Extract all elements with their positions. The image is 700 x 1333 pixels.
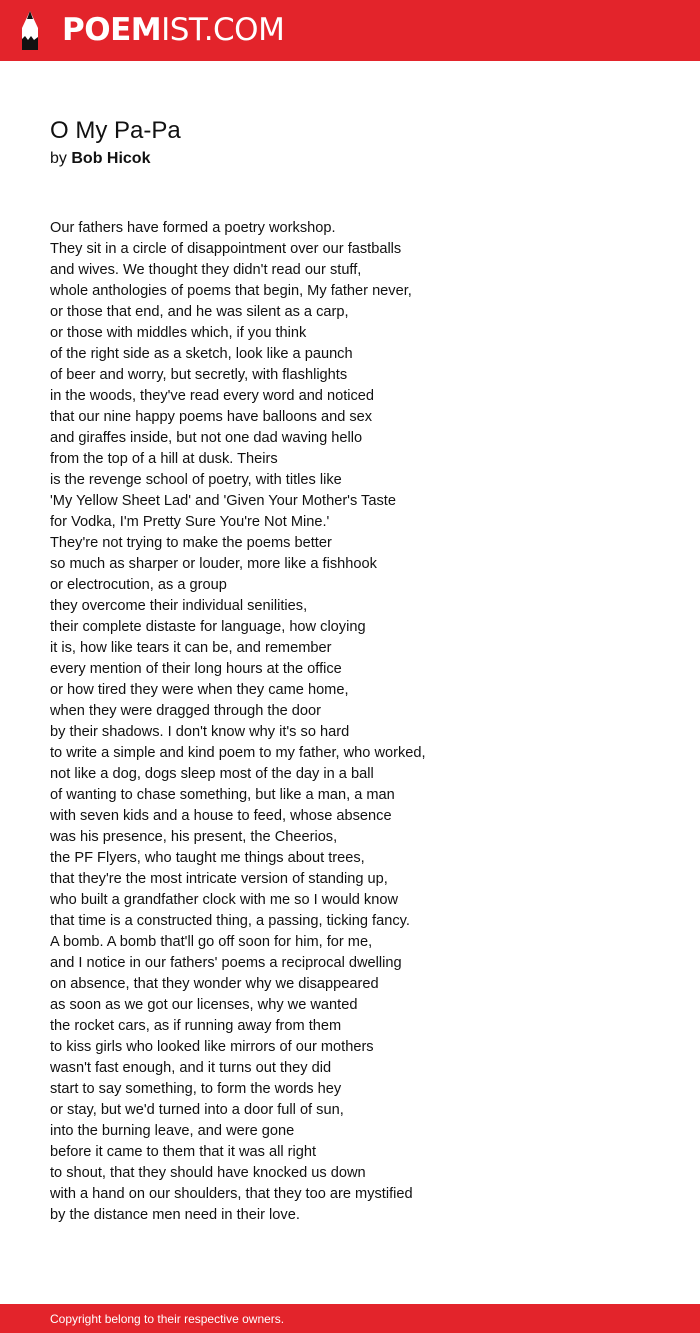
poem-line: with seven kids and a house to feed, whose absence (50, 808, 392, 824)
poem-line: of beer and worry, but secretly, with flashlights (50, 367, 348, 383)
poem-line: of the right side as a sketch, look like a paunch (50, 346, 353, 362)
poem-line: whole anthologies of poems that begin, My father never, (50, 283, 412, 299)
poem-line: by their shadows. I don't know why it's so hard (50, 724, 350, 740)
poem-line: the PF Flyers, who taught me things about trees, (50, 850, 365, 866)
poem-line: start to say something, to form the words hey (50, 1081, 342, 1097)
poem-line: and wives. We thought they didn't read our stuff, (50, 262, 362, 278)
poem-line: from the top of a hill at dusk. Theirs (50, 451, 278, 467)
poem-line: wasn't fast enough, and it turns out they did (50, 1060, 332, 1076)
poem-line: to kiss girls who looked like mirrors of our mothers (50, 1039, 374, 1055)
pencil-tip-icon[interactable] (18, 10, 42, 52)
poem-line: the rocket cars, as if running away from them (50, 1018, 342, 1034)
poem-line: for Vodka, I'm Pretty Sure You're Not Mine.' (50, 514, 330, 530)
poem-line: A bomb. A bomb that'll go off soon for him, for me, (50, 934, 373, 950)
poem-line: that they're the most intricate version of standing up, (50, 871, 388, 887)
poem-line: and giraffes inside, but not one dad waving hello (50, 430, 363, 446)
poem-line: or those with middles which, if you think (50, 325, 307, 341)
poem-line: to write a simple and kind poem to my father, who worked, (50, 745, 426, 761)
poem-line: or stay, but we'd turned into a door full of sun, (50, 1102, 344, 1118)
poem-line: not like a dog, dogs sleep most of the day in a ball (50, 766, 374, 782)
by-label: by (50, 150, 67, 167)
site-footer (0, 1304, 700, 1333)
poem-line: on absence, that they wonder why we disappeared (50, 976, 379, 992)
poem-line: was his presence, his present, the Cheerios, (50, 829, 338, 845)
poem-line: so much as sharper or louder, more like a fishhook (50, 556, 377, 572)
poem-line: every mention of their long hours at the office (50, 661, 342, 677)
poem-line: in the woods, they've read every word and noticed (50, 388, 375, 404)
poem-line: before it came to them that it was all right (50, 1144, 317, 1160)
poem-line: of wanting to chase something, but like a man, a man (50, 787, 395, 803)
poem-line: into the burning leave, and were gone (50, 1123, 295, 1139)
poem-line: or those that end, and he was silent as a carp, (50, 304, 349, 320)
poem-line: is the revenge school of poetry, with titles like (50, 472, 342, 488)
poem-line: or how tired they were when they came home, (50, 682, 349, 698)
poem-body (50, 218, 426, 1226)
poem-title: O My Pa-Pa (50, 117, 181, 144)
poem-line: and I notice in our fathers' poems a reciprocal dwelling (50, 955, 402, 971)
poem-line: to shout, that they should have knocked us down (50, 1165, 366, 1181)
site-logo[interactable] (62, 10, 284, 50)
poem-line: They're not trying to make the poems better (50, 535, 332, 551)
poem-line: Our fathers have formed a poetry workshop. (50, 220, 336, 236)
poem-line: by the distance men need in their love. (50, 1207, 300, 1223)
logo-wordmark-light: IST.COM (161, 12, 285, 48)
poem-line: they overcome their individual senilities, (50, 598, 308, 614)
poem-line: or electrocution, as a group (50, 577, 227, 593)
poem-line: They sit in a circle of disappointment over our fastballs (50, 241, 402, 257)
site-header (0, 0, 700, 61)
poem-line: that our nine happy poems have balloons and sex (50, 409, 373, 425)
poem-line: with a hand on our shoulders, that they too are mystified (50, 1186, 413, 1202)
byline (50, 148, 150, 170)
logo-wordmark-bold: POEM (62, 12, 162, 48)
poem-line: who built a grandfather clock with me so I would know (50, 892, 398, 908)
poem-line: when they were dragged through the door (50, 703, 321, 719)
poem-line: that time is a constructed thing, a passing, ticking fancy. (50, 913, 410, 929)
author-name: Bob Hicok (71, 150, 151, 167)
poem-line: 'My Yellow Sheet Lad' and 'Given Your Mother's Taste (50, 493, 396, 509)
copyright-text: Copyright belong to their respective owners. (50, 1312, 285, 1326)
poem-line: it is, how like tears it can be, and remember (50, 640, 332, 656)
poem-line: their complete distaste for language, how cloying (50, 619, 366, 635)
poem-line: as soon as we got our licenses, why we wanted (50, 997, 358, 1013)
